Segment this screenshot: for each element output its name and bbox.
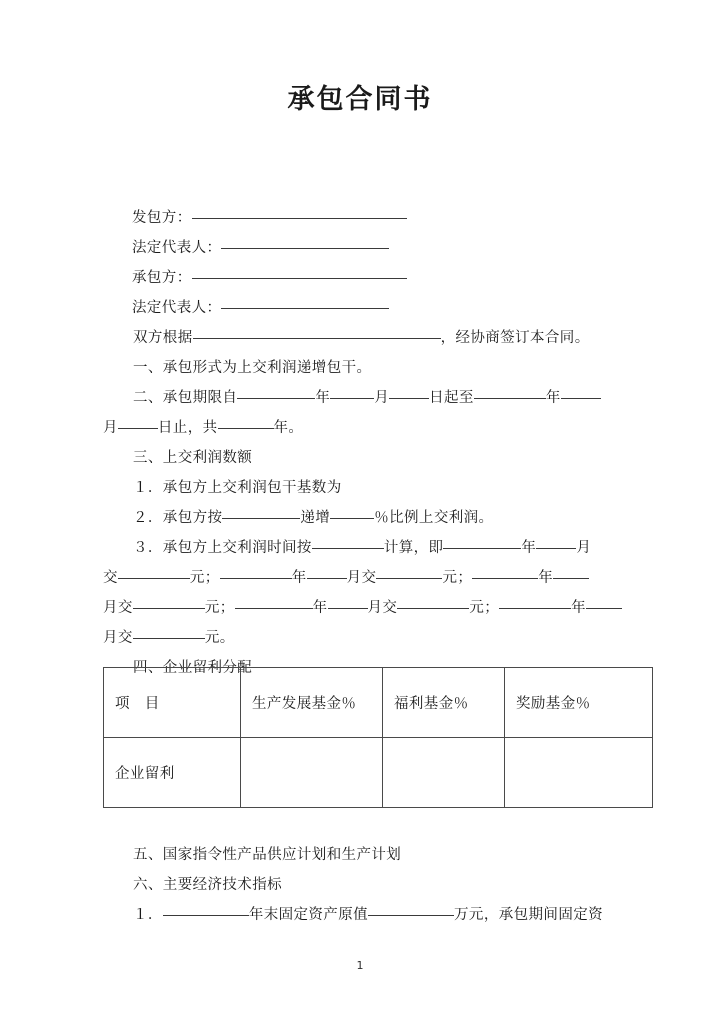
field-label-issuer: 发包方： [132,210,192,226]
section-three-item2-seg3: ％比例上交利润。 [374,510,494,526]
page-title: 承包合同书 [287,84,433,115]
table-row [104,738,653,808]
section-three-item3-seg2: 计算，即 [383,540,444,556]
section-two-rule-day1[interactable] [389,398,429,399]
table-row-label: 企业留利 [104,738,241,808]
sched-rule-amount1[interactable] [118,578,190,579]
section-two-rule-year2[interactable] [474,398,546,399]
section-six-item1-seg3: 万元，承包期间固定资 [454,907,604,923]
table-header-welfare-fund: 福利基金％ [383,668,505,738]
section-one-text: 一、承包形式为上交利润递增包干。 [133,360,372,376]
sched-l4-seg2: 元。 [204,630,235,646]
table-header-item: 项 目 [104,668,241,738]
section-five-text: 五、国家指令性产品供应计划和生产计划 [133,847,402,863]
sched-l2-seg5: 元； [442,570,473,586]
page-number: 1 [356,959,364,972]
sched-l3-seg5: 元； [469,600,500,616]
section-six-rule-year[interactable] [163,915,249,916]
field-row-issuer [103,203,615,233]
section-two-rule-total-years[interactable] [218,428,274,429]
sched-rule-year4[interactable] [499,608,571,609]
sched-rule-amount2[interactable] [376,578,442,579]
sched-l2-seg1: 交 [103,570,118,586]
field-row-contractor [103,263,615,293]
section-three-item2-rule-pct[interactable] [330,518,374,519]
table-header-row [104,668,653,738]
section-four-heading-text: 四、企业留利分配 [133,660,253,676]
section-two-rule-day2[interactable] [118,428,158,429]
payment-schedule-line1 [103,563,615,593]
table-header-bonus-fund: 奖励基金％ [505,668,653,738]
section-three-item2 [103,503,615,533]
section-two-seg5: 年 [545,390,561,406]
section-three-item3-seg4: 月 [576,540,592,556]
section-three-item3-rule-year[interactable] [443,548,521,549]
field-label-issuer-rep: 法定代表人： [132,240,222,256]
section-three-item2-rule-base[interactable] [222,518,300,519]
sched-rule-amount4[interactable] [397,608,469,609]
preamble-line [103,323,615,353]
sched-l3-seg3: 年 [312,600,328,616]
section-three-heading-text: 三、上交利润数额 [133,450,253,466]
section-three-item2-seg1: ２．承包方按 [133,510,223,526]
table-cell-production-fund[interactable] [241,738,383,808]
table-header-production-fund: 生产发展基金％ [241,668,383,738]
section-three-item3 [103,533,615,563]
section-one [103,353,615,383]
sched-rule-year3[interactable] [235,608,313,609]
sched-rule-month4[interactable] [586,608,622,609]
contract-body [103,203,615,683]
section-six-item1-seg1: １． [133,907,163,923]
sched-rule-month3[interactable] [328,608,368,609]
section-two-rule-month1[interactable] [330,398,374,399]
section-two-seg1: 二、承包期限自 [133,390,238,406]
sched-l3-seg1: 月交 [103,600,133,616]
sched-l2-seg4: 月交 [346,570,377,586]
sched-l3-seg4: 月交 [367,600,398,616]
section-two-rule-year1[interactable] [237,398,315,399]
section-two-seg8: 年。 [273,420,304,436]
preamble-tail: ，经协商签订本合同。 [440,330,590,346]
sched-l3-seg2: 元； [204,600,235,616]
field-rule-contractor[interactable] [192,278,407,279]
section-three-heading [103,443,615,473]
table-cell-welfare-fund[interactable] [383,738,505,808]
sched-rule-year1[interactable] [220,578,292,579]
sched-rule-month2[interactable] [553,578,589,579]
section-six-heading [103,870,615,900]
section-three-item3-seg1: ３．承包方上交利润时间按 [133,540,312,556]
section-three-item1-text: １．承包方上交利润包干基数为 [133,480,342,496]
section-three-item3-rule-month[interactable] [536,548,576,549]
section-two-seg3: 月 [374,390,390,406]
section-three-item3-rule-method[interactable] [312,548,384,549]
sched-l2-seg6: 年 [538,570,554,586]
section-six-item1 [103,900,615,930]
section-three-item1 [103,473,615,503]
sched-rule-amount5[interactable] [133,638,205,639]
field-row-issuer-rep [103,233,615,263]
sched-l4-seg1: 月交 [103,630,133,646]
sched-rule-year2[interactable] [472,578,538,579]
preamble-rule[interactable] [193,338,441,339]
field-label-contractor-rep: 法定代表人： [132,300,222,316]
sched-l3-seg6: 年 [571,600,587,616]
sched-l2-seg2: 元； [189,570,220,586]
section-two-seg2: 年 [315,390,331,406]
section-two-seg7: 日止，共 [157,420,218,436]
sched-rule-month1[interactable] [307,578,347,579]
section-three-item3-seg3: 年 [521,540,537,556]
field-row-contractor-rep [103,293,615,323]
field-rule-issuer[interactable] [192,218,407,219]
section-six-rule-value[interactable] [368,915,454,916]
field-rule-issuer-rep[interactable] [221,248,389,249]
preamble-lead: 双方根据 [133,330,193,346]
payment-schedule-line2 [103,593,615,623]
retained-profit-table [103,667,653,808]
sched-rule-amount3[interactable] [133,608,205,609]
section-six-heading-text: 六、主要经济技术指标 [133,877,282,893]
sched-l2-seg3: 年 [291,570,307,586]
field-rule-contractor-rep[interactable] [221,308,389,309]
table-cell-bonus-fund[interactable] [505,738,653,808]
section-two-seg4: 日起至 [429,390,474,406]
contract-body-tail [103,840,615,930]
section-two-rule-month2[interactable] [561,398,601,399]
payment-schedule-line3 [103,623,615,653]
section-two-seg6: 月 [103,420,118,436]
section-five [103,840,615,870]
section-three-item2-seg2: 递增 [300,510,331,526]
section-two-line2 [103,413,615,443]
field-label-contractor: 承包方： [132,270,192,286]
section-six-item1-seg2: 年末固定资产原值 [248,907,369,923]
section-two-line1 [103,383,615,413]
